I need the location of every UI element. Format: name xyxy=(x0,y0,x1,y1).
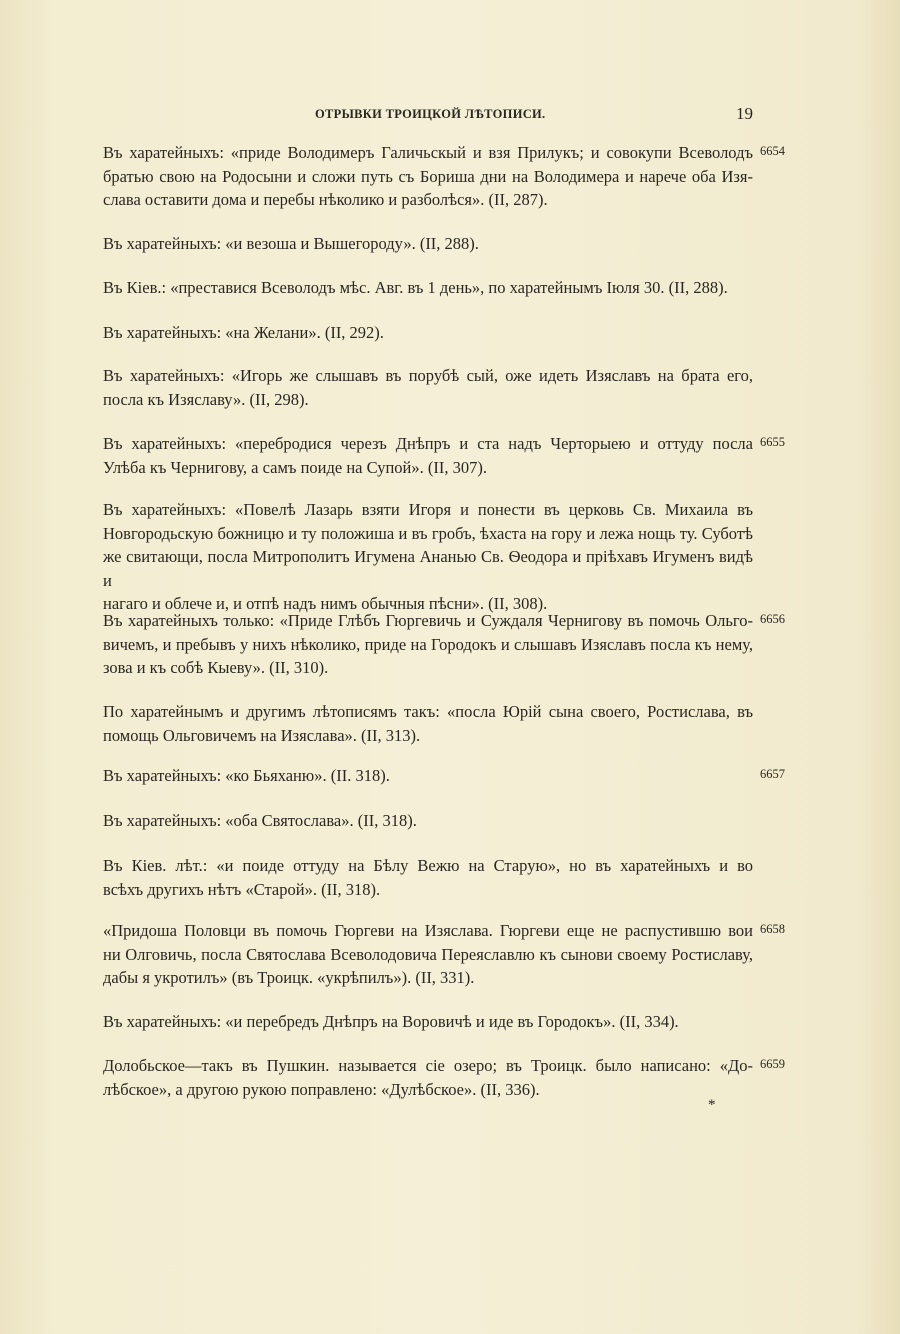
footer-mark: * xyxy=(708,1097,716,1113)
paragraph xyxy=(103,232,753,256)
text-line: Въ харатейныхъ: «Игорь же слышавъ въ порубѣ сый, оже идеть Изяславъ на брата его, xyxy=(103,366,753,385)
text-line: ни Олговичь, посла Святослава Всеволодовича Переяславлю къ сынови своему Ростиславу, xyxy=(103,944,753,964)
paragraph xyxy=(103,764,753,788)
text-line: «Придоша Половци въ помочь Гюргеви на Изяслава. Гюргеви еще не распустившю вои xyxy=(103,921,753,940)
text-line: же свитающи, посла Митрополитъ Игумена Ананью Св. Ѳеодора и пріѣхавъ Игуменъ видѣ и xyxy=(103,547,753,590)
text-line: Въ харатейныхъ: «ко Бьяханю». (II. 318). xyxy=(103,766,390,785)
page-number: 19 xyxy=(736,104,753,123)
text-line: нагаго и облече и, и отпѣ надъ нимъ обычныя пѣсни». (II, 308). xyxy=(103,594,548,614)
text-line: братью свою на Родосыни и сложи путь съ Бориша дни на Володимера и нарече оба Изя- xyxy=(103,166,753,186)
text-line: Въ харатейныхъ: «оба Святослава». (II, 318). xyxy=(103,811,417,830)
year-marginal-note: 6654 xyxy=(760,144,785,158)
text-line: Въ харатейныхъ: «перебродися черезъ Днѣпръ и ста надъ Черторыею и оттуду посла xyxy=(103,434,753,453)
paragraph xyxy=(103,432,753,479)
paragraph xyxy=(103,1010,753,1034)
paragraph xyxy=(103,498,753,616)
paragraph xyxy=(103,700,753,747)
text-line: зова и къ собѣ Кыеву». (II, 310). xyxy=(103,658,329,678)
paragraph xyxy=(103,276,753,300)
text-line: вичемъ, и пребывъ у нихъ нѣколико, приде на Городокъ и слышавъ Изяславъ посла къ нему, xyxy=(103,634,753,654)
paragraph xyxy=(103,141,753,212)
paragraph xyxy=(103,854,753,901)
paragraph xyxy=(103,321,753,345)
text-line: Въ харатейныхъ только: «Приде Глѣбъ Гюргевичь и Суждаля Чернигову въ помочь Ольго- xyxy=(103,611,753,630)
paragraph xyxy=(103,1054,753,1101)
text-line: дабы я укротилъ» (въ Троицк. «укрѣпилъ»). (II, 331). xyxy=(103,968,475,988)
text-line: слава оставити дома и перебы нѣколико и разболѣся». (II, 287). xyxy=(103,190,548,210)
year-marginal-note: 6656 xyxy=(760,612,785,626)
text-line: посла къ Изяславу». (II, 298). xyxy=(103,389,309,409)
text-line: Долобьское—такъ въ Пушкин. называется сіе озеро; въ Троицк. было написано: «До- xyxy=(103,1056,753,1075)
text-line: всѣхъ другихъ нѣтъ «Старой». (II, 318). xyxy=(103,879,381,899)
year-marginal-note: 6658 xyxy=(760,922,785,936)
paragraph xyxy=(103,364,753,411)
text-line: Въ харатейныхъ: «приде Володимеръ Галичьскый и взя Прилукъ; и совокупи Всеволодъ xyxy=(103,143,753,162)
text-line: помощь Ольговичемъ на Изяслава». (II, 313). xyxy=(103,725,421,745)
text-line: Въ харатейныхъ: «и перебредъ Днѣпръ на Воровичѣ и иде въ Городокъ». (II, 334). xyxy=(103,1012,679,1031)
text-line: Въ харатейныхъ: «на Желани». (II, 292). xyxy=(103,323,384,342)
text-line: Въ харатейныхъ: «Повелѣ Лазарь взяти Игоря и понести въ церковь Св. Михаила въ xyxy=(103,500,753,519)
year-marginal-note: 6659 xyxy=(760,1057,785,1071)
text-line: Въ харатейныхъ: «и везоша и Вышегороду». (II, 288). xyxy=(103,234,479,253)
page-header xyxy=(0,104,900,127)
text-line: Въ Кіев. лѣт.: «и поиде оттуду на Бѣлу Вежю на Старую», но въ харатейныхъ и во xyxy=(103,856,753,875)
text-line: По харатейнымъ и другимъ лѣтописямъ такъ: «посла Юрій сына своего, Ростислава, въ xyxy=(103,702,753,721)
year-marginal-note: 6655 xyxy=(760,435,785,449)
paragraph xyxy=(103,809,753,833)
text-line: Улѣба къ Чернигову, а самъ поиде на Супой». (II, 307). xyxy=(103,457,487,477)
paragraph xyxy=(103,919,753,990)
text-line: Новгородьскую божницю и ту положиша и въ гробъ, ѣхаста на гору и лежа нощь ту. Суботѣ xyxy=(103,523,753,543)
text-line: Въ Кіев.: «преставися Всеволодъ мѣс. Авг. въ 1 день», по харатейнымъ Іюля 30. (II, 288). xyxy=(103,278,728,297)
paragraph xyxy=(103,609,753,680)
year-marginal-note: 6657 xyxy=(760,767,785,781)
text-line: лѣбское», а другою рукою поправлено: «Дулѣбское». (II, 336). xyxy=(103,1079,540,1099)
running-title: ОТРЫВКИ ТРОИЦКОЙ ЛѢТОПИСИ. xyxy=(315,107,546,121)
